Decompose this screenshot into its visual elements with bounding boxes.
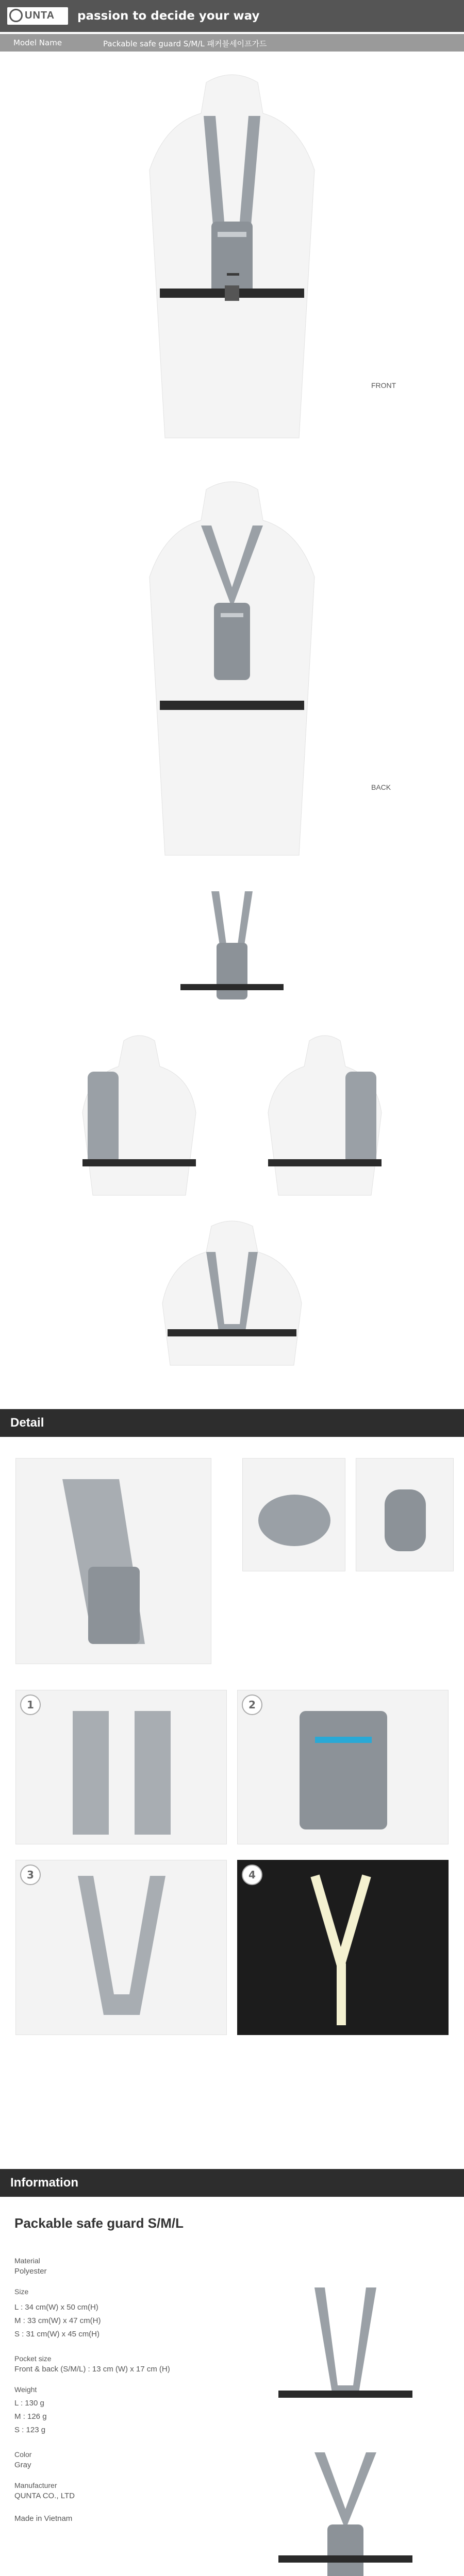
front-caption: FRONT	[371, 381, 396, 389]
color-label: Color	[14, 2450, 32, 2459]
material-label: Material	[14, 2257, 40, 2265]
detail-section-bar	[0, 1409, 464, 1437]
weight-s: S : 123 g	[14, 2426, 46, 2434]
detail-number-1: 1	[20, 1694, 41, 1715]
size-s: S : 31 cm(W) x 45 cm(H)	[14, 2330, 100, 2338]
weight-label: Weight	[14, 2385, 37, 2394]
hanging-vest-icon	[16, 1459, 211, 1664]
reflective-glow-icon	[238, 1860, 449, 2035]
pocket-label: Pocket size	[14, 2354, 52, 2363]
detail-photo-2	[237, 1690, 449, 1844]
detail-number-2: 2	[242, 1694, 262, 1715]
size-m: M : 33 cm(W) x 47 cm(H)	[14, 2316, 101, 2325]
information-bar-title: Information	[10, 2176, 78, 2190]
weight-m: M : 126 g	[14, 2412, 47, 2421]
info-vest-back-thumb	[268, 2442, 423, 2576]
material-value: Polyester	[14, 2267, 47, 2276]
detail-photo-pouch-packed	[356, 1458, 454, 1571]
detail-photo-4	[237, 1860, 449, 2035]
model-label: Model Name	[13, 38, 62, 47]
weight-l: L : 130 g	[14, 2399, 44, 2408]
origin-value: Made in Vietnam	[14, 2514, 73, 2523]
vest-front-photo	[129, 67, 335, 459]
detail-photo-hanging	[15, 1458, 211, 1664]
qunta-logo	[7, 7, 68, 25]
detail-photo-3	[15, 1860, 227, 2035]
detail-title: Detail	[10, 1416, 44, 1430]
vest-back-photo	[129, 474, 335, 876]
color-value: Gray	[14, 2461, 31, 2469]
vest-side-left-photo	[67, 1030, 211, 1206]
detail-number-4: 4	[242, 1865, 262, 1885]
pocket-closeup-icon	[238, 1690, 449, 1844]
pocket-value: Front & back (S/M/L) : 13 cm (W) x 17 cm (H)	[14, 2365, 170, 2374]
model-name: Packable safe guard S/M/L 패커블세이프가드	[103, 39, 267, 48]
size-label: Size	[14, 2287, 29, 2296]
detail-photo-1	[15, 1690, 227, 1844]
vest-side-right-photo	[253, 1030, 397, 1206]
pouch-icon	[243, 1459, 345, 1571]
size-l: L : 34 cm(W) x 50 cm(H)	[14, 2303, 98, 2312]
info-vest-front-thumb	[268, 2277, 423, 2432]
logo-text: UNTA	[25, 10, 55, 21]
vest-worn-top-photo	[155, 1216, 309, 1370]
packed-pouch-icon	[356, 1459, 454, 1571]
logo-mark-icon	[9, 9, 23, 22]
detail-photo-pouch-open	[242, 1458, 345, 1571]
brand-tagline: passion to decide your way	[77, 9, 260, 23]
manufacturer-value: QUNTA CO., LTD	[14, 2492, 75, 2500]
product-title: Packable safe guard S/M/L	[14, 2215, 184, 2231]
vest-laid-flat-icon	[16, 1860, 227, 2035]
back-caption: BACK	[371, 783, 391, 791]
vest-flat-photo	[175, 886, 289, 1020]
detail-number-3: 3	[20, 1865, 41, 1885]
strap-closeup-icon	[16, 1690, 227, 1844]
manufacturer-label: Manufacturer	[14, 2481, 57, 2489]
